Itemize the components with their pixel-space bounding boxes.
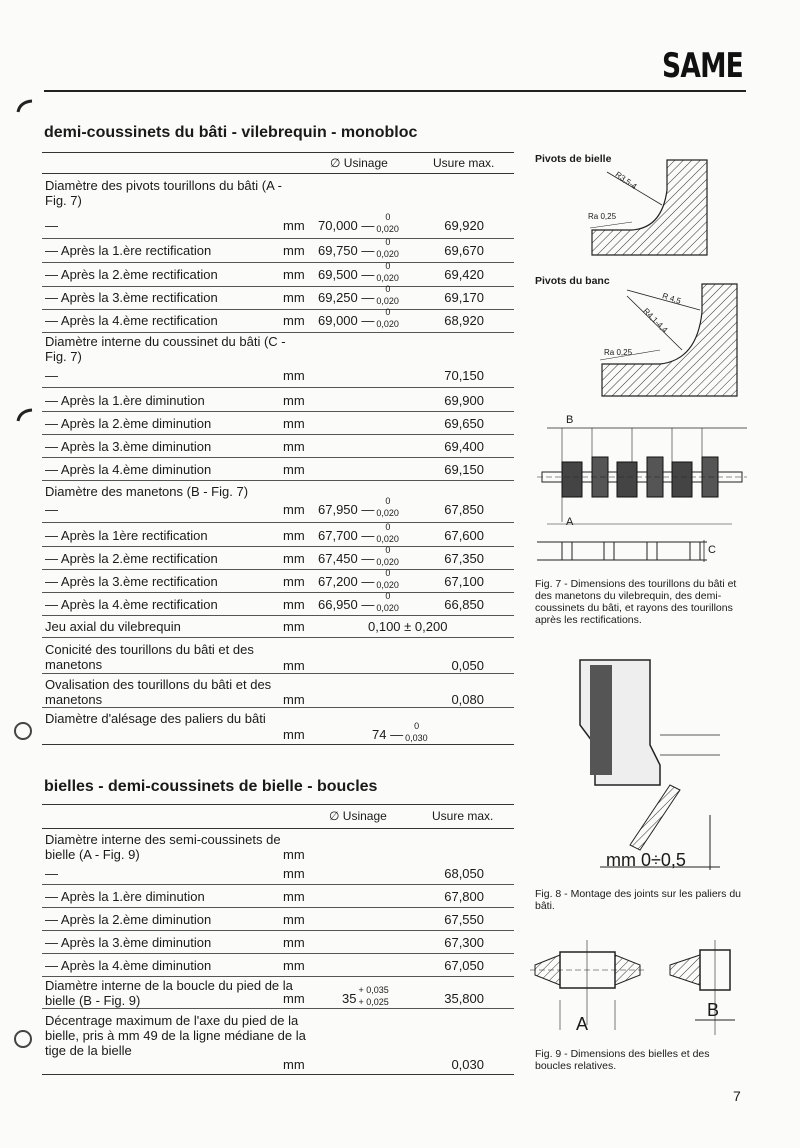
table-row [42, 955, 514, 976]
row-label: Diamètre des pivots tourillons du bâti (A - Fig. 7) [45, 178, 282, 208]
table-row [42, 436, 514, 457]
dimension-label-c: C [708, 544, 716, 556]
radius-label: R 4,5 [661, 291, 683, 306]
table-bottom-rule [42, 744, 514, 745]
table-bottom-rule [42, 1074, 514, 1075]
table-top-rule [42, 804, 514, 805]
row-divider [42, 930, 514, 931]
figure-7-crankshaft [532, 412, 752, 572]
table-row [42, 496, 514, 522]
row-divider [42, 238, 514, 239]
row-divider [42, 707, 514, 708]
wear-value: 69,420 [444, 267, 484, 282]
row-divider [42, 546, 514, 547]
row-label: — Après la 4.ème rectification [45, 597, 218, 612]
wear-value: 69,670 [444, 243, 484, 258]
unit-label: mm [283, 528, 305, 543]
row-label: — [45, 866, 58, 881]
wear-value: 67,600 [444, 528, 484, 543]
tolerance [405, 721, 429, 743]
tolerance-upper: 0 [385, 496, 391, 506]
unit-label: mm [283, 267, 305, 282]
machining-value [318, 212, 438, 234]
table-row [42, 390, 514, 411]
unit-label: mm [283, 462, 305, 477]
row-label: — Après la 3.ème diminution [45, 439, 212, 454]
section-title: bielles - demi-coussinets de bielle - boucles [44, 778, 378, 795]
table-row [42, 237, 514, 262]
seal-mounting-diagram [560, 655, 750, 875]
figure-9-connecting-rod [530, 940, 750, 1040]
dimension-label-b: B [707, 1000, 720, 1020]
table-row [42, 368, 514, 387]
row-label: Diamètre interne des semi-coussinets de bielle (A - Fig. 9) [45, 832, 281, 862]
wear-value: 67,050 [444, 958, 484, 973]
nominal-value: 67,450 — [318, 551, 375, 566]
tolerance [376, 212, 400, 234]
row-divider [42, 332, 514, 333]
unit-label: mm [283, 866, 305, 881]
row-label: — Après la 2.ème rectification [45, 267, 218, 282]
row-divider [42, 953, 514, 954]
row-label: — Après la 3.ème diminution [45, 935, 212, 950]
row-divider [42, 387, 514, 388]
unit-label: mm [283, 889, 305, 904]
table-row [42, 307, 514, 332]
row-label: Diamètre des manetons (B - Fig. 7) [45, 484, 249, 499]
wear-value: 0,050 [451, 658, 484, 673]
row-divider [42, 1008, 514, 1009]
unit-label: mm [283, 290, 305, 305]
table-row [42, 522, 514, 546]
row-label: Jeu axial du vilebrequin [45, 619, 181, 634]
col-header-wear: Usure max. [433, 156, 495, 170]
table-row [42, 909, 514, 930]
tolerance-upper: 0 [385, 237, 391, 247]
table-header-rule [42, 173, 514, 174]
radius-label: R3,5-4 [613, 169, 639, 192]
unit-label: mm [283, 368, 305, 383]
table-row [42, 459, 514, 480]
table-row [42, 568, 514, 592]
row-label: — [45, 502, 58, 517]
dimension-label-a: A [566, 516, 574, 528]
col-header-machining: ∅ Usinage [330, 156, 388, 170]
machining-value [318, 261, 438, 283]
machining-value [318, 522, 438, 544]
wear-value: 67,800 [444, 889, 484, 904]
machining-value [318, 307, 438, 329]
table-row [42, 709, 514, 742]
row-divider [42, 411, 514, 412]
table-row [42, 545, 514, 569]
nominal-value: 70,000 — [318, 218, 375, 233]
table-row [42, 413, 514, 434]
unit-label: mm [283, 313, 305, 328]
row-divider [42, 592, 514, 593]
tolerance [376, 496, 400, 518]
nominal-value: 67,950 — [318, 502, 375, 517]
unit-label: mm [283, 912, 305, 927]
table-row [42, 261, 514, 286]
tolerance-lower: 0,020 [376, 580, 399, 590]
row-label: — [45, 218, 58, 233]
tolerance [376, 545, 400, 567]
machining-value [318, 284, 438, 306]
table-row [42, 334, 514, 368]
nominal-value: 69,500 — [318, 267, 375, 282]
tolerance-upper: 0 [385, 284, 391, 294]
row-label: — Après la 4.ème rectification [45, 313, 218, 328]
row-divider [42, 569, 514, 570]
col-header-wear: Usure max. [432, 809, 494, 823]
table-row [42, 591, 514, 615]
figure-pivots-banc [532, 272, 752, 402]
wear-value: 69,400 [444, 439, 484, 454]
table-row [42, 640, 514, 673]
header-rule [44, 90, 746, 92]
radius-label: R4,1-4,4 [641, 306, 670, 335]
row-divider [42, 434, 514, 435]
dimension-label-a: A [576, 1014, 589, 1034]
row-divider [42, 976, 514, 977]
unit-label: mm [283, 218, 305, 233]
nominal-value: 0,100 ± 0,200 [368, 619, 448, 634]
row-label: Conicité des tourillons du bâti et des manetons [45, 642, 254, 672]
crankshaft-diagram [532, 412, 752, 572]
tolerance [358, 985, 392, 1007]
clearance-dimension: mm 0÷0,5 [606, 850, 686, 870]
nominal-value: 69,250 — [318, 290, 375, 305]
row-label: — Après la 4.ème diminution [45, 958, 212, 973]
row-label: — Après la 1.ère rectification [45, 243, 212, 258]
row-label: — Après la 1.ère diminution [45, 393, 205, 408]
tolerance-upper: 0 [385, 261, 391, 271]
tolerance-lower: 0,020 [376, 557, 399, 567]
row-divider [42, 262, 514, 263]
row-divider [42, 637, 514, 638]
table-row [42, 284, 514, 309]
figure-pivots-bielle [532, 150, 752, 270]
table-row [42, 212, 514, 238]
tolerance-upper: + 0,035 [358, 985, 389, 995]
roughness-label: Ra 0,25 [588, 212, 617, 221]
punch-hole-icon [12, 1028, 32, 1048]
figure-title: Pivots du banc [535, 275, 610, 287]
specs-table-connecting-rod [42, 804, 514, 1074]
table-row [42, 178, 514, 218]
table-row [42, 675, 514, 707]
row-label: Diamètre interne du coussinet du bâti (C - Fig. 7) [45, 334, 286, 364]
row-label: — Après la 4.ème diminution [45, 462, 212, 477]
machining-value [318, 237, 438, 259]
unit-label: mm [283, 502, 305, 517]
wear-value: 69,170 [444, 290, 484, 305]
row-label: — Après la 1ère rectification [45, 528, 208, 543]
tolerance-upper: 0 [414, 721, 420, 731]
brand-logo: SAME [662, 46, 744, 86]
nominal-value: 67,700 — [318, 528, 375, 543]
dimension-label-b: B [566, 414, 574, 426]
tolerance [376, 568, 400, 590]
wear-value: 68,920 [444, 313, 484, 328]
tolerance-upper: 0 [385, 545, 391, 555]
unit-label: mm [283, 958, 305, 973]
wear-value: 67,850 [444, 502, 484, 517]
unit-label: mm [283, 1057, 305, 1072]
tolerance-lower: 0,020 [376, 319, 399, 329]
unit-label: mm [283, 243, 305, 258]
nominal-value: 35 [342, 991, 357, 1006]
row-label: Diamètre d'alésage des paliers du bâti [45, 711, 266, 726]
tolerance [376, 522, 400, 544]
tolerance-upper: 0 [385, 591, 391, 601]
tolerance-lower: + 0,025 [358, 997, 389, 1007]
figure-8-seal-mounting [560, 655, 750, 875]
tolerance [376, 284, 400, 306]
unit-label: mm [283, 847, 305, 862]
col-header-machining: ∅ Usinage [329, 809, 387, 823]
row-divider [42, 673, 514, 674]
unit-label: mm [283, 574, 305, 589]
tolerance-upper: 0 [385, 212, 391, 222]
tolerance-lower: 0,020 [376, 296, 399, 306]
row-divider [42, 907, 514, 908]
wear-value: 67,300 [444, 935, 484, 950]
tolerance-lower: 0,020 [376, 603, 399, 613]
table-top-rule [42, 152, 514, 153]
tolerance [376, 591, 400, 613]
punch-hole-icon [16, 405, 36, 425]
machining-value [318, 545, 438, 567]
row-divider [42, 884, 514, 885]
tolerance-lower: 0,020 [376, 534, 399, 544]
punch-hole-icon [16, 96, 36, 116]
row-divider [42, 457, 514, 458]
table-row [42, 482, 514, 502]
table-row [42, 832, 514, 866]
fillet-profile-diagram [532, 150, 752, 270]
machining-value [368, 619, 488, 634]
wear-value: 69,150 [444, 462, 484, 477]
row-divider [42, 522, 514, 523]
tolerance [376, 261, 400, 283]
nominal-value: 67,200 — [318, 574, 375, 589]
tolerance-lower: 0,030 [405, 733, 428, 743]
machining-value [372, 721, 492, 743]
wear-value: 0,030 [451, 1057, 484, 1072]
table-row [42, 978, 514, 1008]
unit-label: mm [283, 551, 305, 566]
tolerance-lower: 0,020 [376, 249, 399, 259]
fillet-profile-diagram [532, 272, 752, 402]
unit-label: mm [283, 439, 305, 454]
row-label: — Après la 2.ème diminution [45, 912, 212, 927]
nominal-value: 69,750 — [318, 243, 375, 258]
figure-title: Pivots de bielle [535, 153, 612, 165]
unit-label: mm [283, 658, 305, 673]
machining-value [318, 496, 438, 518]
table-row [42, 886, 514, 907]
wear-value: 35,800 [444, 991, 484, 1006]
wear-value: 69,900 [444, 393, 484, 408]
unit-label: mm [283, 727, 305, 742]
row-label: Ovalisation des tourillons du bâti et des manetons [45, 677, 272, 707]
row-label: — Après la 3.ème rectification [45, 290, 218, 305]
table-header-rule [42, 828, 514, 829]
table-row [42, 1011, 514, 1071]
specs-table-crankshaft [42, 152, 514, 744]
page-number: 7 [733, 1088, 741, 1104]
unit-label: mm [283, 935, 305, 950]
nominal-value: 74 — [372, 727, 404, 742]
punch-hole-icon [12, 720, 32, 740]
section-title: demi-coussinets du bâti - vilebrequin - monobloc [44, 124, 418, 141]
row-label: — Après la 2.ème rectification [45, 551, 218, 566]
unit-label: mm [283, 991, 305, 1006]
nominal-value: 66,950 — [318, 597, 375, 612]
tolerance-lower: 0,020 [376, 273, 399, 283]
tolerance-upper: 0 [385, 522, 391, 532]
row-divider [42, 480, 514, 481]
row-label: — [45, 368, 58, 383]
table-row [42, 932, 514, 953]
row-label: — Après la 2.ème diminution [45, 416, 212, 431]
unit-label: mm [283, 692, 305, 707]
table-row [42, 866, 514, 884]
row-divider [42, 615, 514, 616]
tolerance-upper: 0 [385, 307, 391, 317]
wear-value: 70,150 [444, 368, 484, 383]
wear-value: 67,100 [444, 574, 484, 589]
unit-label: mm [283, 393, 305, 408]
wear-value: 66,850 [444, 597, 484, 612]
machining-value [318, 591, 438, 613]
tolerance [376, 307, 400, 329]
wear-value: 67,350 [444, 551, 484, 566]
wear-value: 69,920 [444, 218, 484, 233]
row-label: Décentrage maximum de l'axe du pied de la bielle, pris à mm 49 de la ligne médiane de la tige de la bielle [45, 1013, 306, 1058]
figure-9-caption: Fig. 9 - Dimensions des bielles et des boucles relatives. [535, 1048, 710, 1072]
wear-value: 69,650 [444, 416, 484, 431]
table-row [42, 617, 514, 637]
figure-7-caption: Fig. 7 - Dimensions des tourillons du bâti et des manetons du vilebrequin, des demi-coussinets du bâti, et rayons des tourillons après les rectifications. [535, 578, 737, 626]
roughness-label: Ra 0,25 [604, 348, 633, 357]
row-label: — Après la 1.ère diminution [45, 889, 205, 904]
figure-8-caption: Fig. 8 - Montage des joints sur les paliers du bâti. [535, 888, 742, 912]
tolerance-lower: 0,020 [376, 508, 399, 518]
tolerance-upper: 0 [385, 568, 391, 578]
unit-label: mm [283, 597, 305, 612]
connecting-rod-diagram [530, 940, 750, 1040]
unit-label: mm [283, 416, 305, 431]
wear-value: 68,050 [444, 866, 484, 881]
tolerance-lower: 0,020 [376, 224, 399, 234]
row-label: Diamètre interne de la boucle du pied de la bielle (B - Fig. 9) [45, 978, 293, 1008]
machining-value [318, 568, 438, 590]
tolerance [376, 237, 400, 259]
nominal-value: 69,000 — [318, 313, 375, 328]
wear-value: 0,080 [451, 692, 484, 707]
unit-label: mm [283, 619, 305, 634]
wear-value: 67,550 [444, 912, 484, 927]
row-label: — Après la 3.ème rectification [45, 574, 218, 589]
